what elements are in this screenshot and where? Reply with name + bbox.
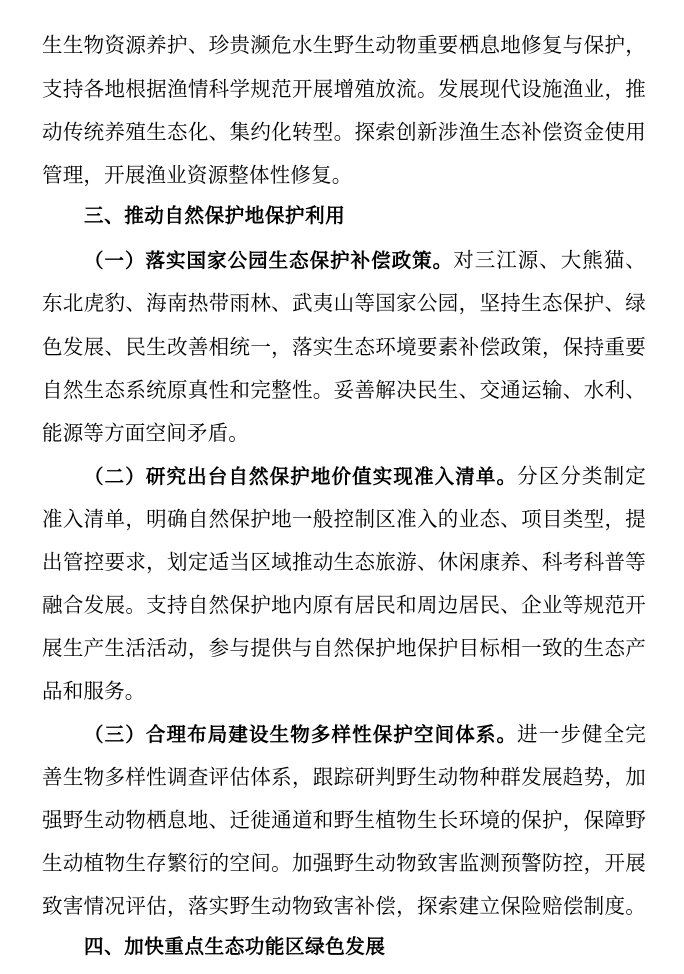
paragraph-line: 生生物资源养护、珍贵濒危水生野生动物重要栖息地修复与保护， [42, 33, 646, 57]
paragraph-line: 色发展、民生改善相统一，落实生态环境要素补偿政策，保持重要 [42, 335, 646, 359]
item-lead-title: （三）合理布局建设生物多样性保护空间体系。 [84, 723, 518, 746]
paragraph-first-line [84, 245, 646, 275]
paragraph-line: 东北虎豹、海南热带雨林、武夷山等国家公园，坚持生态保护、绿 [42, 291, 646, 315]
paragraph-line: 准入清单，明确自然保护地一般控制区准入的业态、项目类型，提 [42, 507, 646, 531]
paragraph-line: 善生物多样性调查评估体系，跟踪研判野生动物种群发展趋势，加 [42, 765, 646, 789]
section-heading: 四、加快重点生态功能区绿色发展 [84, 935, 386, 958]
paragraph-line: 融合发展。支持自然保护地内原有居民和周边居民、企业等规范开 [42, 593, 646, 617]
paragraph-line: 展生产生活活动，参与提供与自然保护地保护目标相一致的生态产 [42, 636, 646, 660]
paragraph-line: 动传统养殖生态化、集约化转型。探索创新涉渔生态补偿资金使用 [42, 120, 646, 144]
paragraph-line: 能源等方面空间矛盾。 [42, 421, 249, 445]
paragraph-line: 强野生动物栖息地、迁徙通道和野生植物生长环境的保护，保障野 [42, 808, 646, 832]
item-lead-rest: 分区分类制定 [517, 464, 647, 488]
item-lead-title: （二）研究出台自然保护地价值实现准入清单。 [84, 465, 518, 488]
item-lead-title: （一）落实国家公园生态保护补偿政策。 [84, 249, 454, 272]
item-lead-rest: 进一步健全完 [517, 722, 647, 746]
paragraph-line: 生动植物生存繁衍的空间。加强野生动物致害监测预警防控，开展 [42, 851, 646, 875]
item-lead-rest: 对三江源、大熊猫、 [453, 248, 646, 272]
section-heading: 三、推动自然保护地保护利用 [84, 204, 346, 227]
paragraph-line: 管理，开展渔业资源整体性修复。 [42, 163, 353, 187]
paragraph-line: 支持各地根据渔情科学规范开展增殖放流。发展现代设施渔业，推 [42, 77, 646, 101]
paragraph-first-line [84, 461, 646, 491]
paragraph-line: 自然生态系统原真性和完整性。妥善解决民生、交通运输、水利、 [42, 378, 646, 402]
paragraph-line: 品和服务。 [42, 679, 146, 703]
paragraph-line: 出管控要求，划定适当区域推动生态旅游、休闲康养、科考科普等 [42, 550, 646, 574]
paragraph-line: 致害情况评估，落实野生动物致害补偿，探索建立保险赔偿制度。 [42, 894, 646, 918]
paragraph-first-line [84, 719, 646, 749]
